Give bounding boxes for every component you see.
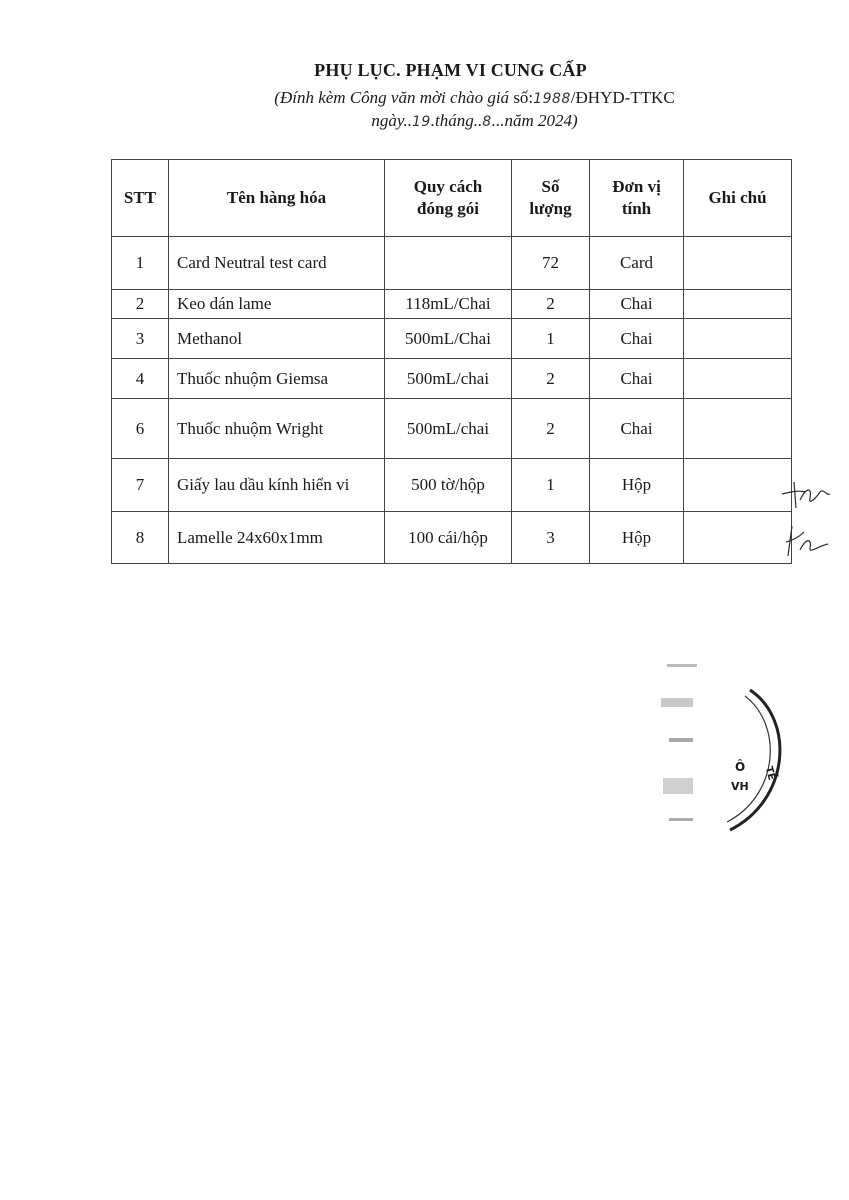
cell-unit: Hộp xyxy=(590,512,684,564)
cell-note xyxy=(684,459,792,512)
cell-name: Methanol xyxy=(169,319,385,359)
header-unit-line1: Đơn vị xyxy=(612,177,661,196)
date-day-value: 19 xyxy=(411,114,431,130)
table-header-row xyxy=(112,160,792,237)
cell-pack xyxy=(385,237,512,290)
table-row xyxy=(112,512,792,564)
header-pack-line1: Quy cách xyxy=(413,177,483,196)
header-qty-line2: lượng xyxy=(529,199,572,218)
cell-qty: 1 xyxy=(512,319,590,359)
subtitle-line-2 xyxy=(100,110,849,133)
document-subtitle xyxy=(100,87,849,133)
cell-qty: 72 xyxy=(512,237,590,290)
cell-stt: 2 xyxy=(112,290,169,319)
cell-stt: 4 xyxy=(112,359,169,399)
cell-unit: Chai xyxy=(590,290,684,319)
table-row xyxy=(112,359,792,399)
cell-stt: 8 xyxy=(112,512,169,564)
date-month-label: .tháng.. xyxy=(430,111,483,130)
cell-pack: 500 tờ/hộp xyxy=(385,459,512,512)
document-title: PHỤ LỤC. PHẠM VI CUNG CẤP xyxy=(314,60,587,80)
subtitle-line-1 xyxy=(100,87,849,110)
header-qty-line1: Số xyxy=(541,177,560,196)
date-day-label: ngày.. xyxy=(371,111,412,130)
stamp-text-1: Ô xyxy=(735,760,746,774)
official-stamp xyxy=(655,660,795,860)
goods-table xyxy=(111,159,792,564)
header-unit-line2: tính xyxy=(621,199,652,218)
cell-qty: 2 xyxy=(512,290,590,319)
cell-stt: 1 xyxy=(112,237,169,290)
cell-name: Lamelle 24x60x1mm xyxy=(169,512,385,564)
cell-note xyxy=(684,399,792,459)
cell-qty: 2 xyxy=(512,359,590,399)
header-unit xyxy=(590,160,684,237)
cell-stt: 3 xyxy=(112,319,169,359)
header-name: Tên hàng hóa xyxy=(169,160,385,237)
subtitle-so-label: số: xyxy=(513,88,534,107)
cell-note xyxy=(684,237,792,290)
date-year: ...năm 2024) xyxy=(491,111,578,130)
document-header xyxy=(0,60,849,133)
cell-note xyxy=(684,359,792,399)
date-month-value: 8 xyxy=(482,114,492,130)
cell-pack: 500mL/chai xyxy=(385,399,512,459)
subtitle-so-value: 1988 xyxy=(533,91,571,107)
stamp-text-2: VH xyxy=(731,780,749,793)
header-pack-line2: đóng gói xyxy=(417,199,479,218)
cell-name: Thuốc nhuộm Wright xyxy=(169,399,385,459)
cell-name: Thuốc nhuộm Giemsa xyxy=(169,359,385,399)
cell-unit: Chai xyxy=(590,359,684,399)
cell-qty: 2 xyxy=(512,399,590,459)
cell-qty: 3 xyxy=(512,512,590,564)
cell-pack: 500mL/Chai xyxy=(385,319,512,359)
cell-unit: Chai xyxy=(590,399,684,459)
header-note: Ghi chú xyxy=(684,160,792,237)
subtitle-so-suffix: /ĐHYD-TTKC xyxy=(570,88,675,107)
table-row xyxy=(112,319,792,359)
cell-name: Giấy lau dầu kính hiển vi xyxy=(169,459,385,512)
cell-unit: Card xyxy=(590,237,684,290)
cell-name: Keo dán lame xyxy=(169,290,385,319)
cell-note xyxy=(684,319,792,359)
initial-signature-2 xyxy=(782,522,834,560)
stamp-text-3: TỄ xyxy=(762,765,777,782)
cell-unit: Chai xyxy=(590,319,684,359)
cell-stt: 6 xyxy=(112,399,169,459)
header-qty xyxy=(512,160,590,237)
cell-name: Card Neutral test card xyxy=(169,237,385,290)
stamp-graphic xyxy=(655,660,795,860)
table-row xyxy=(112,237,792,290)
subtitle-prefix: (Đính kèm Công văn mời chào giá xyxy=(274,88,510,107)
table-row xyxy=(112,399,792,459)
cell-note xyxy=(684,290,792,319)
table-row xyxy=(112,459,792,512)
header-stt: STT xyxy=(112,160,169,237)
initial-signature-1 xyxy=(780,478,836,514)
cell-pack: 118mL/Chai xyxy=(385,290,512,319)
cell-stt: 7 xyxy=(112,459,169,512)
cell-unit: Hộp xyxy=(590,459,684,512)
cell-note xyxy=(684,512,792,564)
cell-qty: 1 xyxy=(512,459,590,512)
table-row xyxy=(112,290,792,319)
cell-pack: 100 cái/hộp xyxy=(385,512,512,564)
cell-pack: 500mL/chai xyxy=(385,359,512,399)
header-pack xyxy=(385,160,512,237)
